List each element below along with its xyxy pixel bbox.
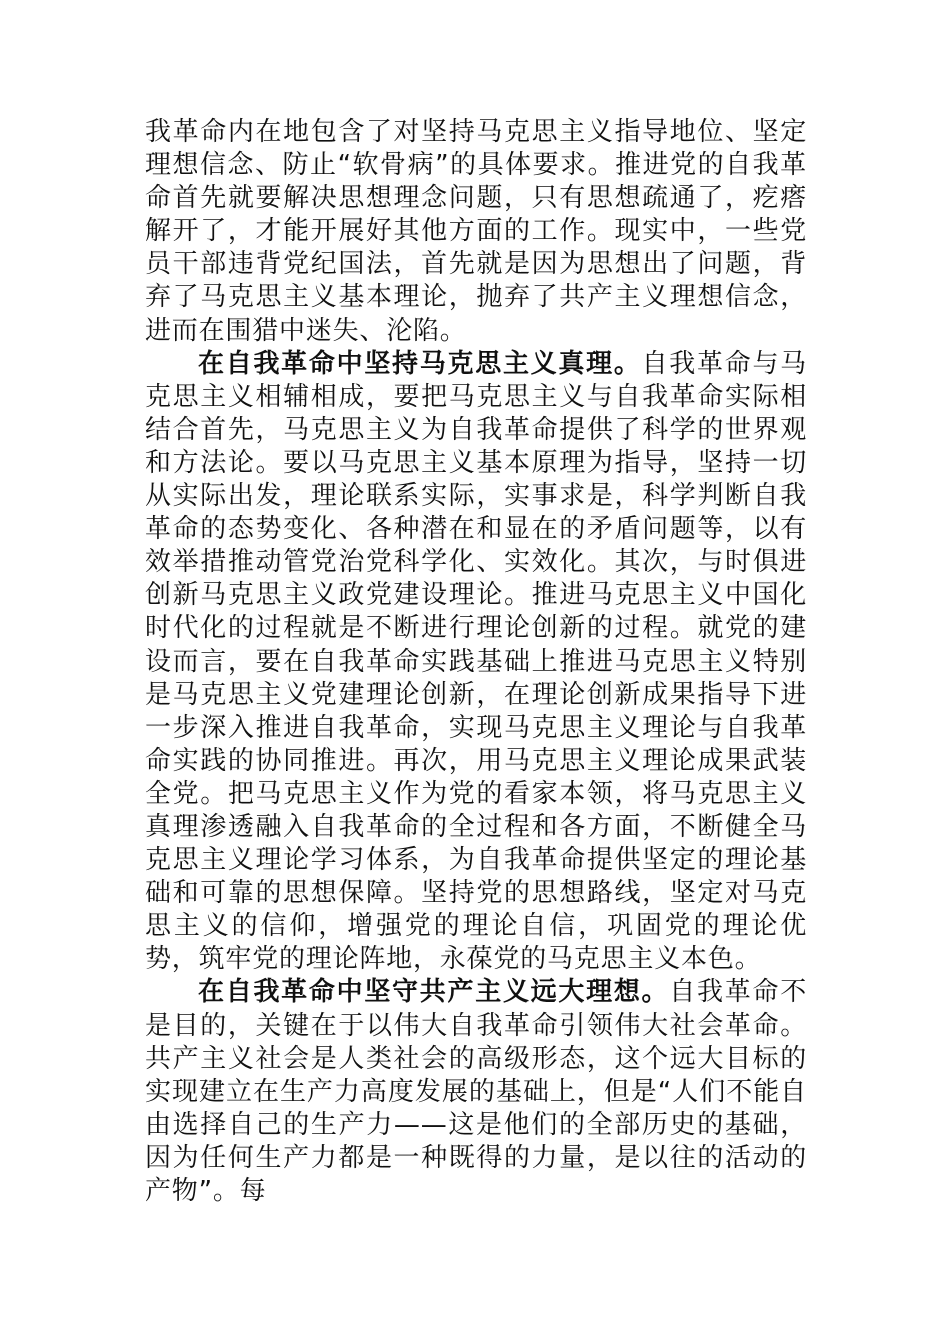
paragraph-1-body: 我革命内在地包含了对坚持马克思主义指导地位、坚定理想信念、防止“软骨病”的具体要求。推进党的自我革命首先就要解决思想理念问题，只有思想疏通了，疙瘩解开了，才能开展好其他方面的工作。现实中，一些党员干部违背党纪国法，首先就是因为思想出了问题，背弃了马克思主义基本理论，抛弃了共产主义理想信念，进而在围猎中迷失、沦陷。	[145, 117, 807, 346]
paragraph-1	[145, 116, 807, 348]
paragraph-3	[145, 976, 807, 1208]
paragraph-2	[145, 348, 807, 977]
paragraph-2-body: 自我革命与马克思主义相辅相成，要把马克思主义与自我革命实际相结合首先，马克思主义为自我革命提供了科学的世界观和方法论。要以马克思主义基本原理为指导，坚持一切从实际出发，理论联系实际，实事求是，科学判断自我革命的态势变化、各种潜在和显在的矛盾问题等，以有效举措推动管党治党科学化、实效化。其次，与时俱进创新马克思主义政党建设理论。推进马克思主义中国化时代化的过程就是不断进行理论创新的过程。就党的建设而言，要在自我革命实践基础上推进马克思主义特别是马克思主义党建理论创新，在理论创新成果指导下进一步深入推进自我革命，实现马克思主义理论与自我革命实践的协同推进。再次，用马克思主义理论成果武装全党。把马克思主义作为党的看家本领，将马克思主义真理渗透融入自我革命的全过程和各方面，不断健全马克思主义理论学习体系，为自我革命提供坚定的理论基础和可靠的思想保障。坚持党的思想路线，坚定对马克思主义的信仰，增强党的理论自信，巩固党的理论优势，筑牢党的理论阵地，永葆党的马克思主义本色。	[145, 348, 807, 975]
paragraph-3-heading: 在自我革命中坚守共产主义远大理想。	[198, 977, 670, 1008]
paragraph-2-heading: 在自我革命中坚持马克思主义真理。	[198, 348, 642, 379]
document-page	[145, 116, 807, 1208]
paragraph-3-body: 自我革命不是目的，关键在于以伟大自我革命引领伟大社会革命。共产主义社会是人类社会的高级形态，这个远大目标的实现建立在生产力高度发展的基础上，但是“人们不能自由选择自己的生产力——这是他们的全部历史的基础，因为任何生产力都是一种既得的力量，是以往的活动的产物”。每	[145, 977, 807, 1206]
